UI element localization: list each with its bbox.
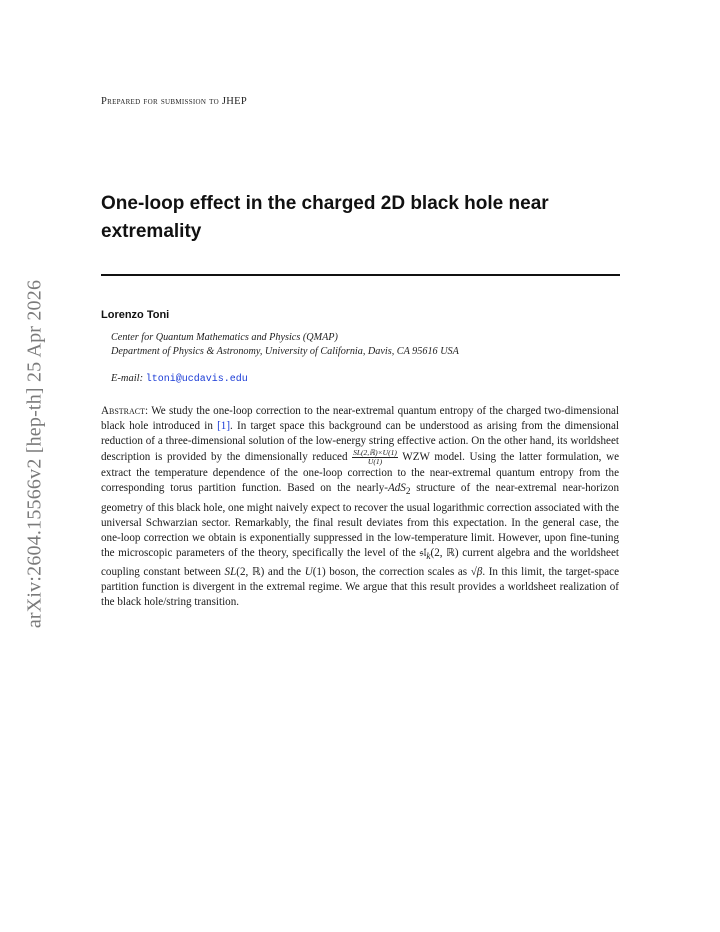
slk-subscript: k	[426, 552, 431, 563]
sl2r-symbol: SL	[224, 566, 237, 579]
ads-subscript: 2	[405, 487, 411, 498]
abstract-text: WZW model. Using the latter formulation, we extract the temperature dependence of the one-loop correction to the near-extremal quantum entropy from the corresponding torus partition function. Based on the nearly-	[101, 451, 620, 495]
sl2r-argument: (2, ℝ)	[236, 566, 265, 579]
slk-symbol: 𝔰𝔩	[419, 546, 427, 559]
affiliation-institute: Center for Quantum Mathematics and Physics (QMAP)	[111, 332, 338, 343]
abstract-text: and the	[264, 566, 305, 579]
ads-symbol: AdS	[387, 482, 406, 495]
affiliation-department: Department of Physics & Astronomy, University of California, Davis, CA 95616 USA	[111, 346, 459, 357]
slk-argument: (2, ℝ)	[430, 546, 459, 559]
abstract-text: . In target space this background can be understood as arising from the dimensional reduction of a three-dimensional solution of the low-energy string effective action. On the other hand, its worldsheet description is provided by the dimensionally reduced	[101, 420, 619, 464]
abstract	[101, 404, 619, 611]
paper-title: One-loop effect in the charged 2D black hole near extremality	[101, 193, 549, 242]
abstract-text: . In this limit, the target-space partition function is divergent in the extremal regime. We argue that this result provides a worldsheet realization of the black hole/string transition.	[101, 566, 620, 609]
abstract-text: current algebra and the worldsheet coupling constant between	[101, 546, 619, 579]
title-divider	[101, 274, 620, 276]
fraction-numerator: SL(2,ℝ)×U(1)	[353, 448, 397, 458]
abstract-text: structure of the near-extremal near-horizon geometry of this black hole, one might naively expect to recover the usual logarithmic correction associated with the universal Schwarzian sector. Remarkably, the final result deviates from this expectation. In the general case, the one-loop correction we obtain is exponentially suppressed in the low-temperature limit. However, upon fine-tuning the microscopic parameters of the theory, specifically the level of the	[101, 482, 619, 559]
abstract-label: Abstract:	[101, 405, 149, 417]
abstract-text: We study the one-loop correction to the near-extremal quantum entropy of the charged two-dimensional black hole introduced in	[101, 405, 619, 433]
citation-link[interactable]: [1]	[217, 420, 231, 433]
u1-symbol: U	[304, 566, 313, 579]
journal-preparation-note: Prepared for submission to JHEP	[101, 96, 248, 107]
abstract-text: boson, the correction scales as	[325, 566, 471, 579]
email-link[interactable]: ltoni@ucdavis.edu	[145, 374, 248, 385]
arxiv-stamp-text: arXiv:2604.15566v2 [hep-th] 25 Apr 2026	[23, 279, 46, 629]
u1-argument: (1)	[312, 566, 326, 579]
coset-fraction	[352, 449, 398, 466]
arxiv-identifier-stamp	[22, 262, 48, 646]
email-line	[111, 373, 248, 385]
author-name: Lorenzo Toni	[101, 309, 170, 321]
email-label: E-mail:	[111, 373, 144, 384]
sqrt-beta-symbol: √β	[470, 566, 483, 579]
fraction-denominator: U(1)	[367, 457, 383, 467]
